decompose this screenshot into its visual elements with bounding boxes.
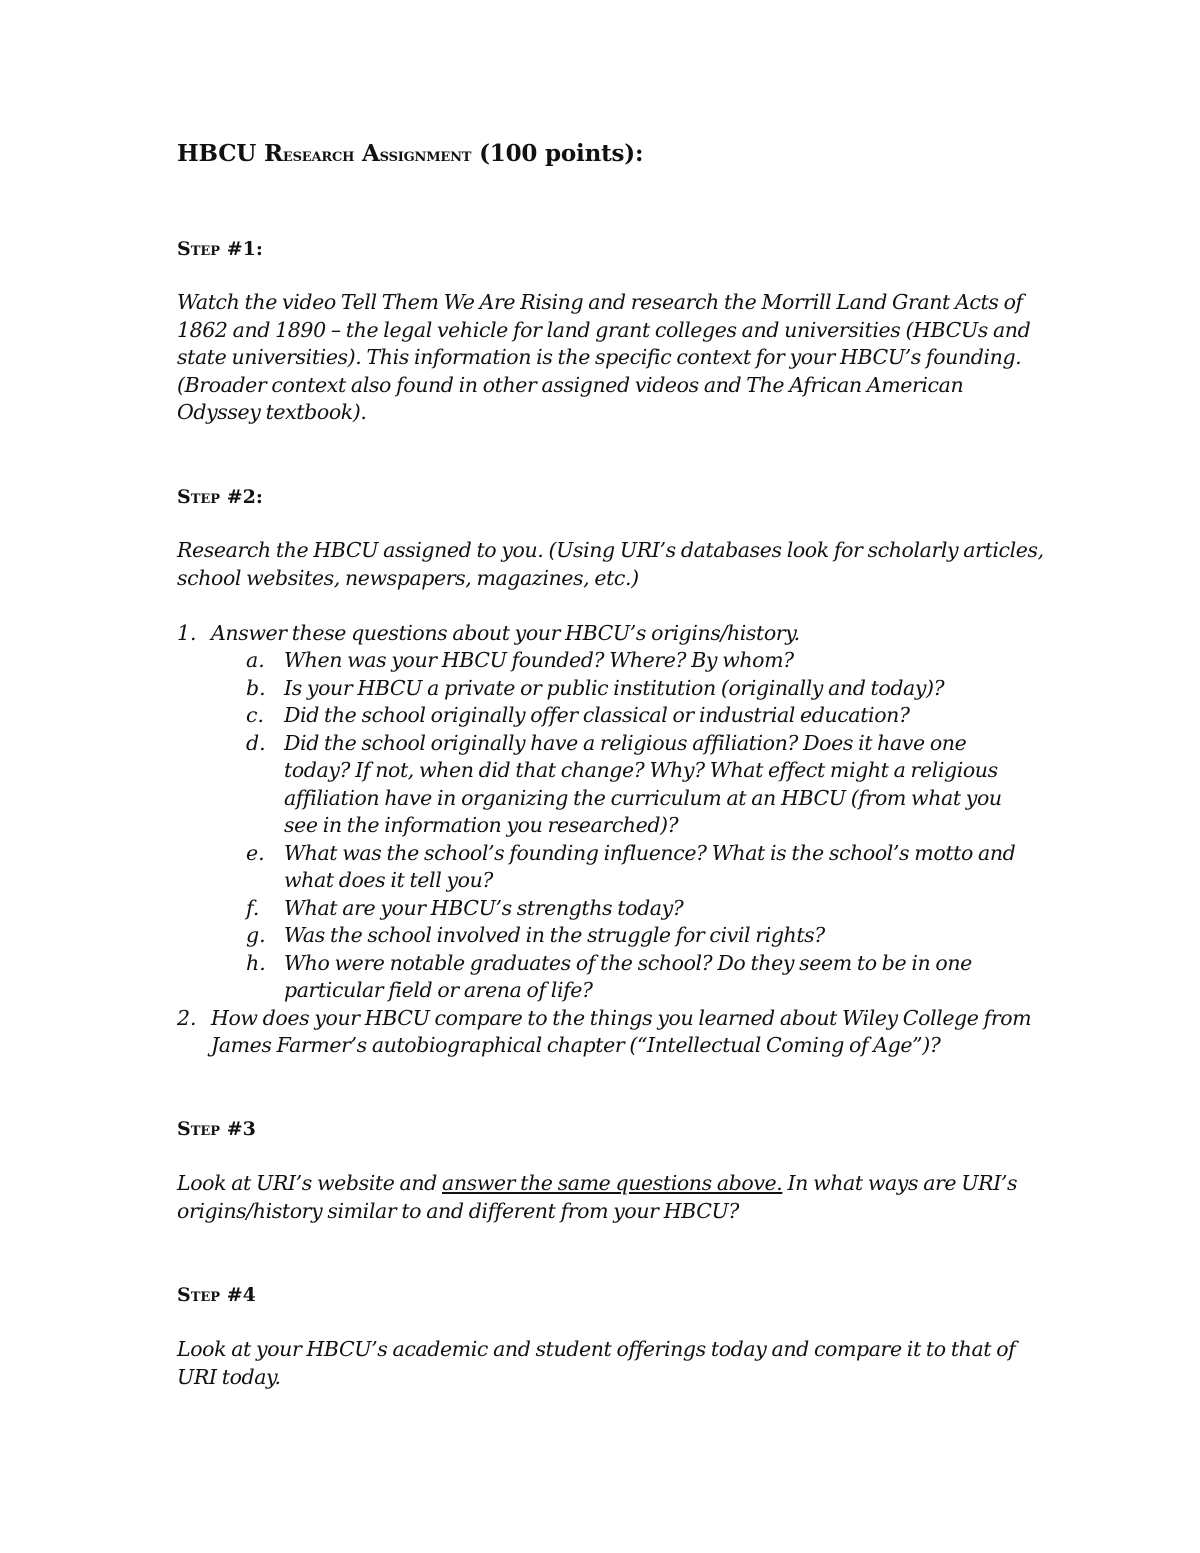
title-part: esearch [282,144,355,166]
step1-heading: Step #1: [177,238,263,260]
paragraph-line: Look at your HBCU’s academic and student offerings today and compare it to that of [177,1337,1016,1361]
paragraph-line: origins/history similar to and different from your HBCU? [177,1198,739,1223]
sublist-marker: h. [246,951,266,975]
paragraph-line: Odyssey textbook). [177,400,367,424]
sublist-item-c: Did the school originally offer classical or industrial education? [284,703,910,727]
sublist-marker: c. [246,703,264,727]
paragraph-line: (Broader context also found in other assigned videos and The African American [177,372,964,397]
list-marker: 2. [177,1006,197,1030]
sublist-item-b: Is your HBCU a private or public institution (originally and today)? [284,676,945,700]
sublist-item-h: Who were notable graduates of the school? Do they seem to be in one [284,951,972,975]
sublist-item-e: what does it tell you? [284,868,493,892]
sublist-marker: e. [246,841,265,865]
title-part: (100 points): [471,140,644,167]
paragraph-line: Watch the video Tell Them We Are Rising and research the Morrill Land Grant Acts of [177,290,1023,314]
step1-paragraph [177,289,1037,427]
paragraph-line: URI today. [177,1364,281,1389]
text-run: In what ways are URI’s [782,1171,1018,1195]
sublist-item-d: today? If not, when did that change? Why? What effect might a religious [284,758,998,782]
assignment-title [177,140,643,167]
paragraph-line [177,1170,1037,1198]
sublist-item-g: Was the school involved in the struggle for civil rights? [284,923,825,947]
sublist-item-f: What are your HBCU’s strengths today? [284,896,684,920]
step2-heading: Step #2: [177,486,263,508]
sublist-marker: g. [246,923,266,947]
step3-heading: Step #3 [177,1118,256,1140]
step4-heading: Step #4 [177,1284,256,1306]
paragraph-line: 1862 and 1890 – the legal vehicle for land grant colleges and universities (HBCUs and [177,317,1031,342]
list-item-2: James Farmer’s autobiographical chapter (“Intellectual Coming of Age”)? [211,1033,941,1057]
sublist-item-d: see in the information you researched)? [284,813,679,837]
sublist-marker: b. [246,676,266,700]
step4-paragraph [177,1336,1037,1391]
underlined-text: answer the same questions above. [442,1171,783,1195]
sublist-marker: a. [246,648,265,672]
list-item-2: How does your HBCU compare to the things you learned about Wiley College from [211,1006,1032,1030]
step2-paragraph [177,537,1044,592]
sublist-item-d: Did the school originally have a religious affiliation? Does it have one [284,731,967,755]
paragraph-line: Research the HBCU assigned to you. (Using URI’s databases look for scholarly articles, [177,538,1044,562]
title-part: ssignment [379,144,472,166]
sublist-marker: d. [246,731,266,755]
list-item-1: Answer these questions about your HBCU’s origins/history. [211,621,800,645]
sublist-item-d: affiliation have in organizing the curriculum at an HBCU (from what you [284,786,1002,810]
sublist-item-e: What was the school’s founding influence? What is the school’s motto and [284,841,1016,865]
sublist-item-h: particular field or arena of life? [284,978,593,1002]
list-marker: 1. [177,621,197,645]
sublist-item-a: When was your HBCU founded? Where? By whom? [284,648,794,672]
paragraph-line: state universities). This information is the specific context for your HBCU’s founding. [177,345,1022,369]
text-run: Look at URI’s website and [177,1171,443,1195]
step3-paragraph [177,1170,1037,1225]
sublist-marker: f. [246,896,260,920]
title-part: HBCU R [177,140,283,167]
paragraph-line: school websites, newspapers, magazines, etc.) [177,565,639,590]
title-part: A [354,140,380,167]
